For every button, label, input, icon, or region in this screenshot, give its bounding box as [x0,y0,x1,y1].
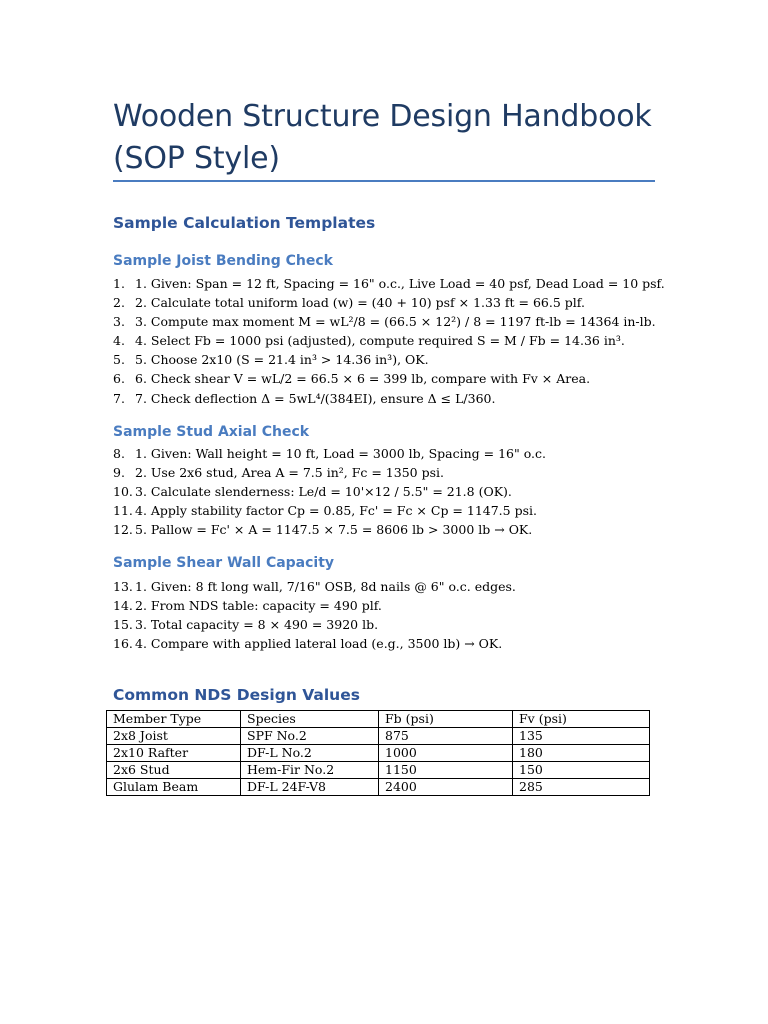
list-item: 6. 6. Check shear V = wL/2 = 66.5 × 6 = 399 lb, compare with Fv × Area. [113,371,591,387]
table-cell: 1150 [379,762,513,779]
table-header-cell: Fv (psi) [513,711,650,728]
table-row [107,779,650,796]
table-cell: 875 [379,728,513,745]
table-cell: 2x6 Stud [107,762,241,779]
list-item: 1. 1. Given: Span = 12 ft, Spacing = 16" o.c., Live Load = 40 psf, Dead Load = 10 psf. [113,276,665,291]
table-cell: DF-L No.2 [241,745,379,762]
nds-values-table [106,710,650,796]
section-heading-nds-values: Common NDS Design Values [113,686,360,704]
list-item: 16. 4. Compare with applied lateral load (e.g., 3500 lb) → OK. [113,636,503,652]
table-cell: SPF No.2 [241,728,379,745]
table-header-cell: Member Type [107,711,241,728]
joist-steps-list [113,274,673,408]
table-header-row [107,711,650,728]
list-item: 4. 4. Select Fb = 1000 psi (adjusted), compute required S = M / Fb = 14.36 in³. [113,333,625,349]
table-cell: 150 [513,762,650,779]
table-cell: 2400 [379,779,513,796]
list-item: 10. 3. Calculate slenderness: Le/d = 10'×12 / 5.5" = 21.8 (OK). [113,484,512,500]
list-item: 13. 1. Given: 8 ft long wall, 7/16" OSB, 8d nails @ 6" o.c. edges. [113,579,516,594]
list-item: 11. 4. Apply stability factor Cp = 0.85, Fc' = Fc × Cp = 1147.5 psi. [113,503,537,519]
section-heading-templates: Sample Calculation Templates [113,214,376,232]
title-divider [113,180,655,182]
table-cell: 135 [513,728,650,745]
list-item: 15. 3. Total capacity = 8 × 490 = 3920 lb. [113,617,379,633]
table-cell: Glulam Beam [107,779,241,796]
table-cell: 2x8 Joist [107,728,241,745]
list-item: 3. 3. Compute max moment M = wL²/8 = (66.5 × 12²) / 8 = 1197 ft-lb = 14364 in-lb. [113,314,656,330]
table-header-cell: Fb (psi) [379,711,513,728]
list-item: 7. 7. Check deflection Δ = 5wL⁴/(384EI), ensure Δ ≤ L/360. [113,390,496,406]
table-cell: 180 [513,745,650,762]
table-cell: DF-L 24F-V8 [241,779,379,796]
list-item: 9. 2. Use 2x6 stud, Area A = 7.5 in², Fc = 1350 psi. [113,465,444,481]
shear-steps-list [113,577,673,653]
table-cell: 285 [513,779,650,796]
list-item: 12. 5. Pallow = Fc' × A = 1147.5 × 7.5 = 8606 lb > 3000 lb → OK. [113,522,533,538]
list-item: 8. 1. Given: Wall height = 10 ft, Load = 3000 lb, Spacing = 16" o.c. [113,446,546,461]
table-row [107,762,650,779]
table-row [107,745,650,762]
table-cell: 2x10 Rafter [107,745,241,762]
table-row [107,728,650,745]
stud-steps-list [113,444,673,539]
subheading-joist: Sample Joist Bending Check [113,253,333,269]
table-header-cell: Species [241,711,379,728]
list-item: 2. 2. Calculate total uniform load (w) = (40 + 10) psf × 1.33 ft = 66.5 plf. [113,295,585,311]
list-item: 14. 2. From NDS table: capacity = 490 plf. [113,598,382,614]
table-cell: 1000 [379,745,513,762]
document-title: Wooden Structure Design Handbook (SOP Style) [113,99,652,176]
subheading-stud: Sample Stud Axial Check [113,424,310,440]
table-cell: Hem-Fir No.2 [241,762,379,779]
list-item: 5. 5. Choose 2x10 (S = 21.4 in³ > 14.36 in³), OK. [113,352,429,368]
subheading-shear-wall: Sample Shear Wall Capacity [113,555,335,571]
